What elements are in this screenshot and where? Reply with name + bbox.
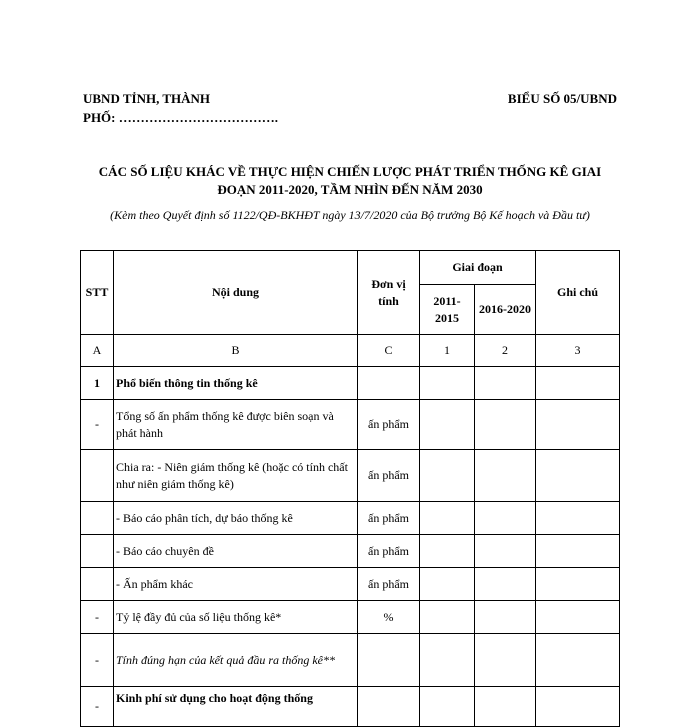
- row-content: Phổ biến thông tin thống kê: [114, 367, 358, 400]
- row-unit: ấn phẩm: [358, 400, 420, 450]
- table-row: [81, 502, 620, 535]
- row-value: [475, 367, 536, 400]
- row-stt: [81, 535, 114, 568]
- row-unit: ấn phẩm: [358, 450, 420, 502]
- table-row: [81, 687, 620, 727]
- row-unit: %: [358, 601, 420, 634]
- issuer-line-2: PHỐ: ……………………………….: [83, 110, 278, 125]
- row-note: [536, 450, 620, 502]
- header-stt: STT: [81, 251, 114, 335]
- row-note: [536, 367, 620, 400]
- row-value: [475, 634, 536, 687]
- row-value: [475, 502, 536, 535]
- code-cell: 2: [475, 335, 536, 367]
- row-stt: -: [81, 400, 114, 450]
- row-note: [536, 601, 620, 634]
- row-value: [420, 400, 475, 450]
- row-note: [536, 634, 620, 687]
- table-row: [81, 400, 620, 450]
- row-value: [420, 450, 475, 502]
- document-title: CÁC SỐ LIỆU KHÁC VỀ THỰC HIỆN CHIẾN LƯỢC PHÁT TRIỂN THỐNG KÊ GIAI ĐOẠN 2011-2020, TẦM NHÌN ĐẾN NĂM 2030: [98, 164, 602, 197]
- row-note: [536, 502, 620, 535]
- row-note: [536, 568, 620, 601]
- table-row: [81, 601, 620, 634]
- code-cell: B: [114, 335, 358, 367]
- row-stt: [81, 568, 114, 601]
- header-period-2: 2016-2020: [475, 285, 536, 335]
- row-value: [420, 502, 475, 535]
- row-content: - Báo cáo chuyên đề: [114, 535, 358, 568]
- row-content: Chia ra: - Niên giám thống kê (hoặc có tính chất như niên giám thống kê): [114, 450, 358, 502]
- table-row: [81, 535, 620, 568]
- table-row: [81, 634, 620, 687]
- row-stt: -: [81, 601, 114, 634]
- code-cell: C: [358, 335, 420, 367]
- row-content: - Báo cáo phân tích, dự báo thống kê: [114, 502, 358, 535]
- statistics-table: [80, 250, 620, 727]
- header-period-1: 2011-2015: [420, 285, 475, 335]
- code-cell: 3: [536, 335, 620, 367]
- row-note: [536, 687, 620, 727]
- row-value: [420, 535, 475, 568]
- row-value: [475, 400, 536, 450]
- row-value: [475, 687, 536, 727]
- row-unit: ấn phẩm: [358, 568, 420, 601]
- row-content: Kinh phí sử dụng cho hoạt động thống: [114, 687, 358, 727]
- row-stt: -: [81, 634, 114, 687]
- row-content: Tổng số ấn phẩm thống kê được biên soạn và phát hành: [114, 400, 358, 450]
- code-cell: 1: [420, 335, 475, 367]
- row-stt: -: [81, 687, 114, 727]
- document-subtitle: (Kèm theo Quyết định số 1122/QĐ-BKHĐT ngày 13/7/2020 của Bộ trưởng Bộ Kế hoạch và Đầu tư): [110, 208, 590, 222]
- row-note: [536, 535, 620, 568]
- table-row: [81, 367, 620, 400]
- row-content: Tính đúng hạn của kết quả đầu ra thống kê**: [114, 634, 358, 687]
- form-number: BIỂU SỐ 05/UBND: [507, 91, 617, 106]
- code-cell: A: [81, 335, 114, 367]
- row-value: [475, 568, 536, 601]
- table-row: [81, 450, 620, 502]
- row-value: [420, 601, 475, 634]
- header-unit: Đơn vị tính: [358, 251, 420, 335]
- header-note: Ghi chú: [536, 251, 620, 335]
- row-value: [420, 687, 475, 727]
- row-unit: [358, 367, 420, 400]
- issuer-block: [83, 89, 278, 127]
- row-stt: [81, 450, 114, 502]
- header-period: Giai đoạn: [420, 251, 536, 285]
- row-value: [420, 568, 475, 601]
- row-stt: [81, 502, 114, 535]
- row-content: Tỷ lệ đầy đủ của số liệu thống kê*: [114, 601, 358, 634]
- row-value: [475, 450, 536, 502]
- row-value: [420, 367, 475, 400]
- row-value: [475, 601, 536, 634]
- table-row: [81, 568, 620, 601]
- row-value: [420, 634, 475, 687]
- row-unit: ấn phẩm: [358, 502, 420, 535]
- header-content: Nội dung: [114, 251, 358, 335]
- row-unit: [358, 687, 420, 727]
- row-content: - Ấn phẩm khác: [114, 568, 358, 601]
- issuer-line-1: UBND TỈNH, THÀNH: [83, 91, 211, 106]
- row-stt: 1: [81, 367, 114, 400]
- row-value: [475, 535, 536, 568]
- row-unit: ấn phẩm: [358, 535, 420, 568]
- row-unit: [358, 634, 420, 687]
- row-note: [536, 400, 620, 450]
